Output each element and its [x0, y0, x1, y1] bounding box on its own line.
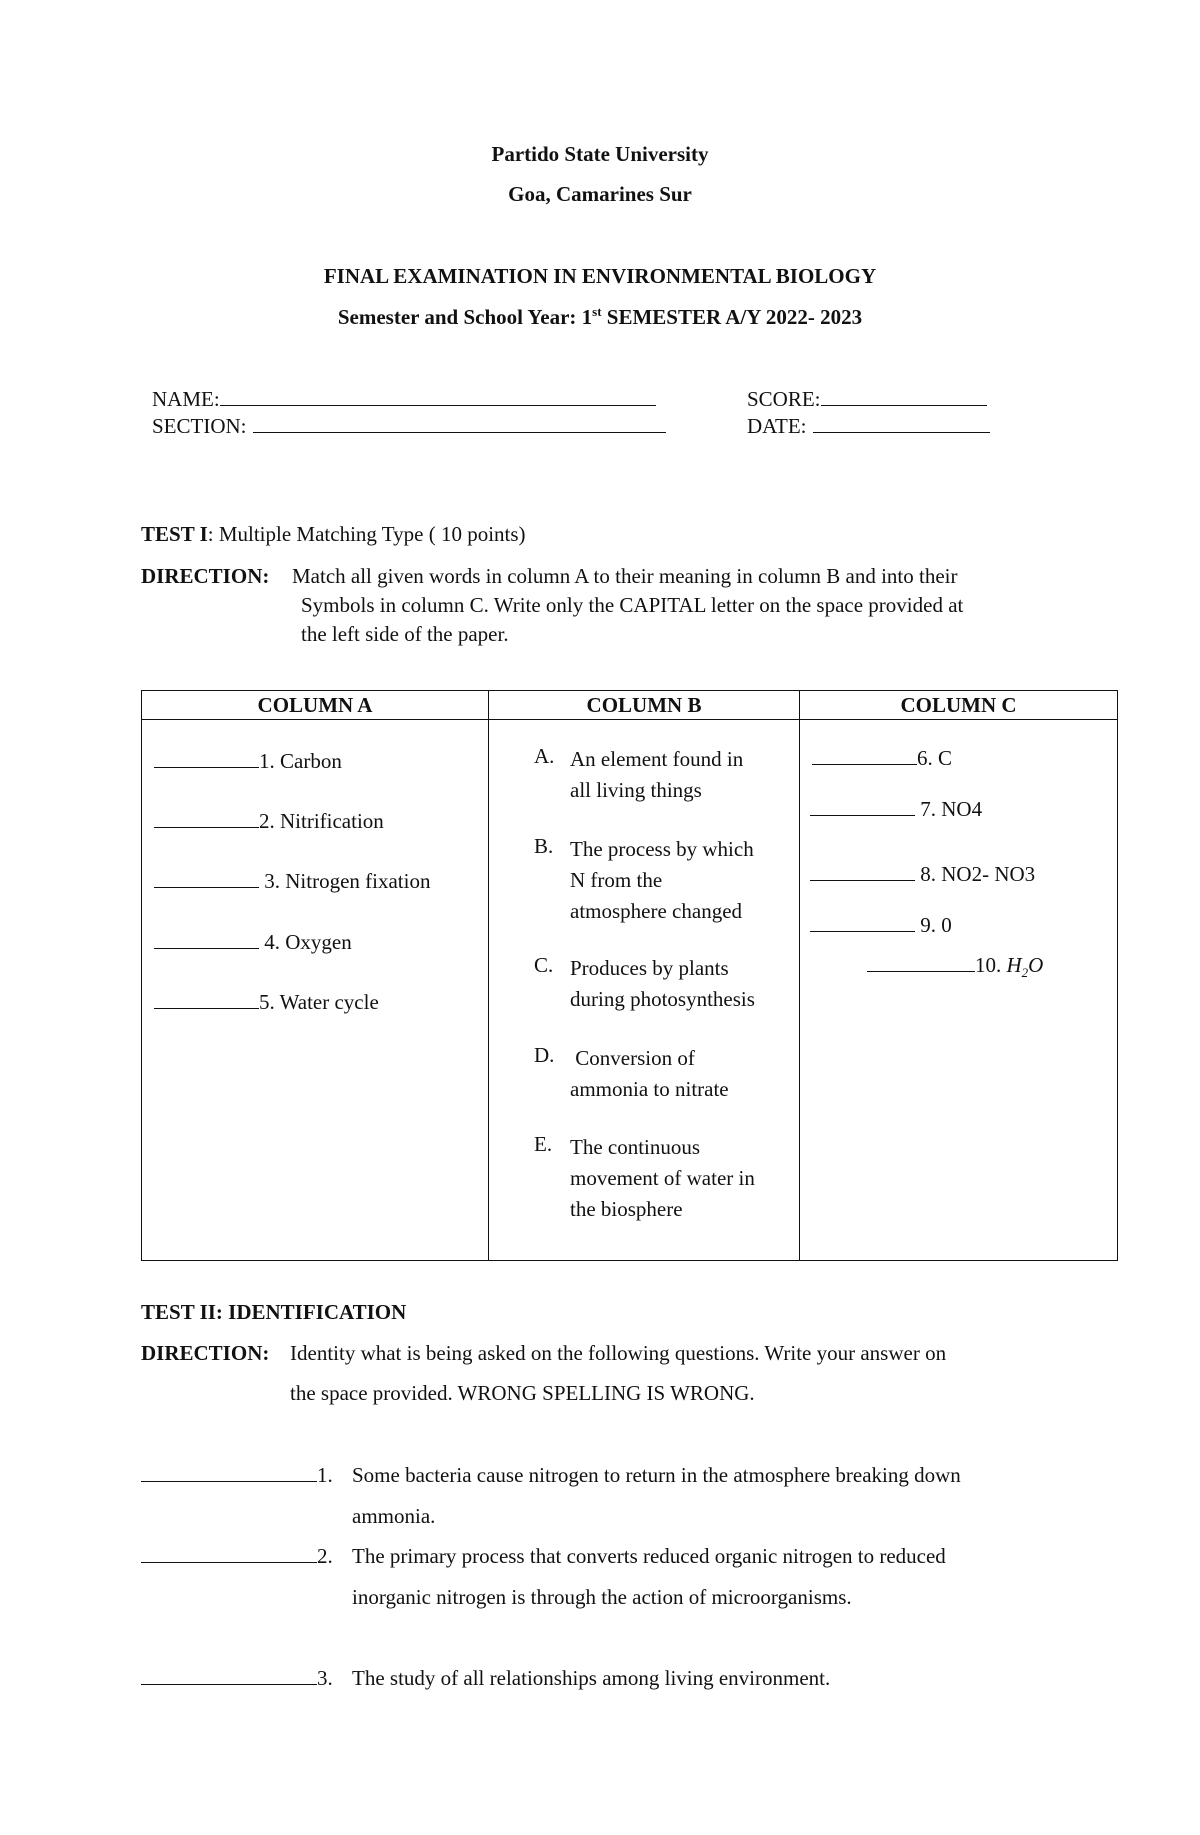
name-field[interactable] [152, 387, 656, 412]
column-a-item[interactable]: 4. Oxygen [154, 930, 352, 955]
test1-direction-label: DIRECTION: [141, 564, 270, 588]
item-text: ammonia. [352, 1504, 436, 1528]
test1-title [141, 522, 526, 547]
answer-blank[interactable] [141, 1544, 317, 1563]
section-blank[interactable] [253, 414, 666, 433]
test2-title: TEST II: IDENTIFICATION [141, 1300, 407, 1324]
answer-blank[interactable] [154, 990, 259, 1009]
score-blank[interactable] [821, 387, 987, 406]
test2-direction-line: Identity what is being asked on the following questions. Write your answer on [290, 1341, 947, 1365]
column-a-cell [142, 720, 489, 1261]
section-field[interactable] [152, 414, 666, 439]
test1-title-rest: : Multiple Matching Type ( 10 points) [207, 522, 526, 546]
answer-blank[interactable] [810, 862, 915, 881]
item-text: The study of all relationships among living environment. [352, 1666, 831, 1690]
column-c-item[interactable]: 7. NO4 [810, 797, 982, 822]
item-number: 3. [317, 1666, 333, 1690]
score-field[interactable] [747, 387, 987, 412]
test1-title-bold: TEST I [141, 522, 208, 546]
item-text: The primary process that converts reduced organic nitrogen to reduced [352, 1544, 946, 1568]
exam-title: FINAL EXAMINATION IN ENVIRONMENTAL BIOLOGY [323, 264, 877, 288]
semester-num: 1 [581, 305, 593, 329]
answer-blank[interactable] [810, 913, 915, 932]
answer-blank[interactable] [154, 749, 259, 768]
answer-blank[interactable] [867, 953, 975, 972]
semester-sup: st [592, 304, 602, 319]
answer-blank[interactable] [154, 930, 259, 949]
column-a-header: COLUMN A [142, 691, 489, 720]
column-c-cell [800, 720, 1118, 1261]
test2-direction-label: DIRECTION: [141, 1341, 270, 1365]
column-c-item[interactable]: 8. NO2- NO3 [810, 862, 1035, 887]
answer-blank[interactable] [154, 869, 259, 888]
column-b-header: COLUMN B [489, 691, 800, 720]
semester-rest: SEMESTER A/Y 2022- 2023 [606, 305, 863, 329]
date-field[interactable] [747, 414, 990, 439]
semester-label: Semester and School Year: [337, 305, 577, 329]
name-label: NAME: [152, 387, 220, 411]
answer-blank[interactable] [810, 797, 915, 816]
matching-table [141, 690, 1118, 1261]
test1-direction-line: Symbols in column C. Write only the CAPITAL letter on the space provided at [301, 593, 964, 617]
item-number: 2. [317, 1544, 333, 1568]
water-formula: $H_2O$ [1006, 953, 1044, 981]
column-b-cell: A. An element found in all living things B. The process by which N from the atmosphere changed C. Produces by plants during photosynthesis D. Conversion of ammonia to nitrate E. The continuous movement of water in the biosphere [489, 720, 800, 1261]
date-blank[interactable] [813, 414, 990, 433]
semester-line [0, 305, 1200, 330]
test1-direction-line: Match all given words in column A to their meaning in column B and into their [292, 564, 958, 588]
test2-direction-line: the space provided. WRONG SPELLING IS WRONG. [290, 1381, 755, 1405]
section-label: SECTION: [152, 414, 247, 438]
column-a-item[interactable]: 2. Nitrification [154, 809, 384, 834]
column-c-item[interactable]: 6. C [812, 746, 952, 771]
item-text: inorganic nitrogen is through the action of microorganisms. [352, 1585, 852, 1609]
date-label: DATE: [747, 414, 807, 438]
university-location: Goa, Camarines Sur [508, 182, 692, 206]
university-name: Partido State University [491, 142, 709, 166]
column-a-item[interactable]: 1. Carbon [154, 749, 342, 774]
item-text: Some bacteria cause nitrogen to return in the atmosphere breaking down [352, 1463, 961, 1487]
answer-blank[interactable] [154, 809, 259, 828]
answer-blank[interactable] [141, 1666, 317, 1685]
column-c-item[interactable]: 9. 0 [810, 913, 952, 938]
score-label: SCORE: [747, 387, 821, 411]
item-number: 1. [317, 1463, 333, 1487]
column-a-item[interactable]: 3. Nitrogen fixation [154, 869, 430, 894]
column-c-item[interactable]: 10. $H_2O$ [867, 953, 1043, 981]
answer-blank[interactable] [812, 746, 917, 765]
column-c-header: COLUMN C [800, 691, 1118, 720]
column-a-item[interactable]: 5. Water cycle [154, 990, 379, 1015]
test1-direction-line: the left side of the paper. [301, 622, 509, 646]
name-blank[interactable] [220, 387, 656, 406]
answer-blank[interactable] [141, 1463, 317, 1482]
